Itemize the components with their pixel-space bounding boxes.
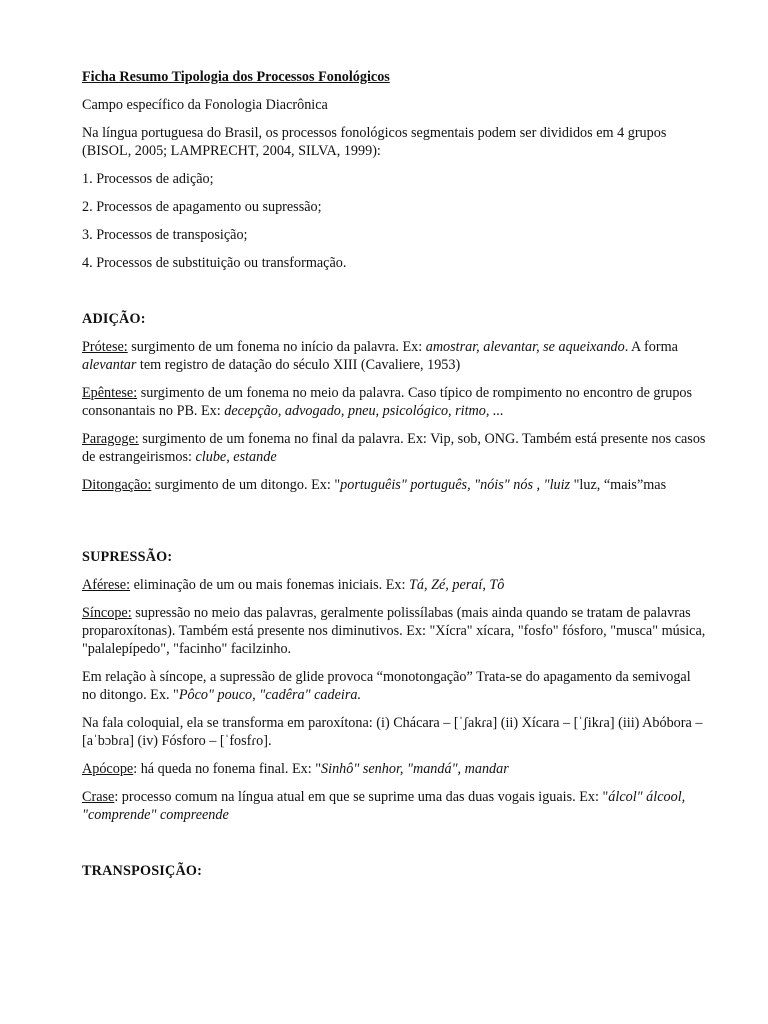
- term-ditongacao: Ditongação:: [82, 477, 152, 493]
- definition-text: surgimento de um fonema no meio da palavra. Caso típico de rompimento no encontro de grupos consonantais no PB. Ex:: [82, 385, 693, 419]
- definition-text: surgimento de um fonema no início da palavra. Ex:: [127, 339, 426, 355]
- intro-paragraph: Na língua portuguesa do Brasil, os processos fonológicos segmentais podem ser divididos em 4 grupos (BISOL, 2005; LAMPRECHT, 2004, SILVA, 1999):: [82, 125, 667, 159]
- definition-aferese: [82, 576, 708, 594]
- term-apocope: Apócope: [82, 761, 134, 777]
- subtitle: Campo específico da Fonologia Diacrônica: [82, 97, 328, 113]
- definition-text: eliminação de um ou mais fonemas iniciais. Ex:: [130, 577, 410, 593]
- definition-text: supressão no meio das palavras, geralmente polissílabas (mais ainda quando se tratam de palavras proparoxítonas). Também está presente nos diminutivos. Ex: "Xícra" xícara, "fosfo" fósforo, "musca" música, "palalepípedo", "facinho" facilzinho.: [82, 605, 706, 657]
- section-heading-adicao: ADIÇÃO:: [82, 311, 146, 327]
- term-crase: Crase: [82, 789, 115, 805]
- term-aferese: Aférese:: [82, 577, 131, 593]
- example-text: Tá, Zé, peraí, Tô: [409, 577, 505, 593]
- group-item: 3. Processos de transposição;: [82, 227, 248, 243]
- example-text: portuguêis" português, "nóis" nós , "luiz: [340, 477, 571, 493]
- definition-crase: [82, 788, 708, 824]
- group-item: 1. Processos de adição;: [82, 171, 214, 187]
- paragraph-relacao-sincope: [82, 668, 708, 704]
- example-text: decepção, advogado, pneu, psicológico, ritmo, ...: [224, 403, 504, 419]
- section-heading-supressao: SUPRESSÃO:: [82, 549, 173, 565]
- term-sincope: Síncope:: [82, 605, 132, 621]
- paragraph-text: Em relação à síncope, a supressão de glide provoca “monotongação” Trata-se do apagamento da semivogal no ditongo. Ex. ": [82, 669, 691, 703]
- definition-epentese: [82, 384, 708, 420]
- group-item: 4. Processos de substituição ou transformação.: [82, 255, 347, 271]
- example-text: Pôco" pouco, "cadêra" cadeira.: [178, 687, 361, 703]
- example-text: álcol" álcool, "comprende" compreende: [82, 789, 686, 823]
- definition-sincope: [82, 604, 708, 658]
- example-text: Sinhô" senhor, "mandá", mandar: [321, 761, 509, 777]
- definition-text: "luz, “mais”mas: [570, 477, 667, 493]
- example-text: amostrar, alevantar, se aqueixando: [425, 339, 625, 355]
- definition-protese: [82, 338, 708, 374]
- term-protese: Prótese:: [82, 339, 128, 355]
- section-heading-transposicao: TRANSPOSIÇÃO:: [82, 863, 203, 879]
- definition-text: : processo comum na língua atual em que se suprime uma das duas vogais iguais. Ex: ": [114, 789, 609, 805]
- example-text: alevantar: [82, 357, 137, 373]
- definition-text: tem registro de datação do século XIII (Cavaliere, 1953): [136, 357, 461, 373]
- definition-apocope: [82, 760, 708, 778]
- definition-ditongacao: [82, 476, 708, 494]
- definition-text: surgimento de um fonema no final da palavra. Ex: Vip, sob, ONG. Também está presente nos casos de estrangeirismos:: [82, 431, 706, 465]
- document-title: Ficha Resumo Tipologia dos Processos Fonológicos: [82, 69, 390, 85]
- term-epentese: Epêntese:: [82, 385, 138, 401]
- term-paragoge: Paragoge:: [82, 431, 139, 447]
- definition-paragoge: [82, 430, 708, 466]
- group-item: 2. Processos de apagamento ou supressão;: [82, 199, 322, 215]
- definition-text: surgimento de um ditongo. Ex: ": [151, 477, 341, 493]
- example-text: clube, estande: [195, 449, 277, 465]
- definition-text: : há queda no fonema final. Ex: ": [133, 761, 322, 777]
- paragraph-fala-coloquial: Na fala coloquial, ela se transforma em paroxítona: (i) Chácara – [ˈʃakɾa] (ii) Xícara – [ˈʃikɾa] (iii) Abóbora – [aˈbɔbɾa] (iv) Fósforo – [ˈfosfɾo].: [82, 715, 703, 749]
- definition-text: . A forma: [624, 339, 678, 355]
